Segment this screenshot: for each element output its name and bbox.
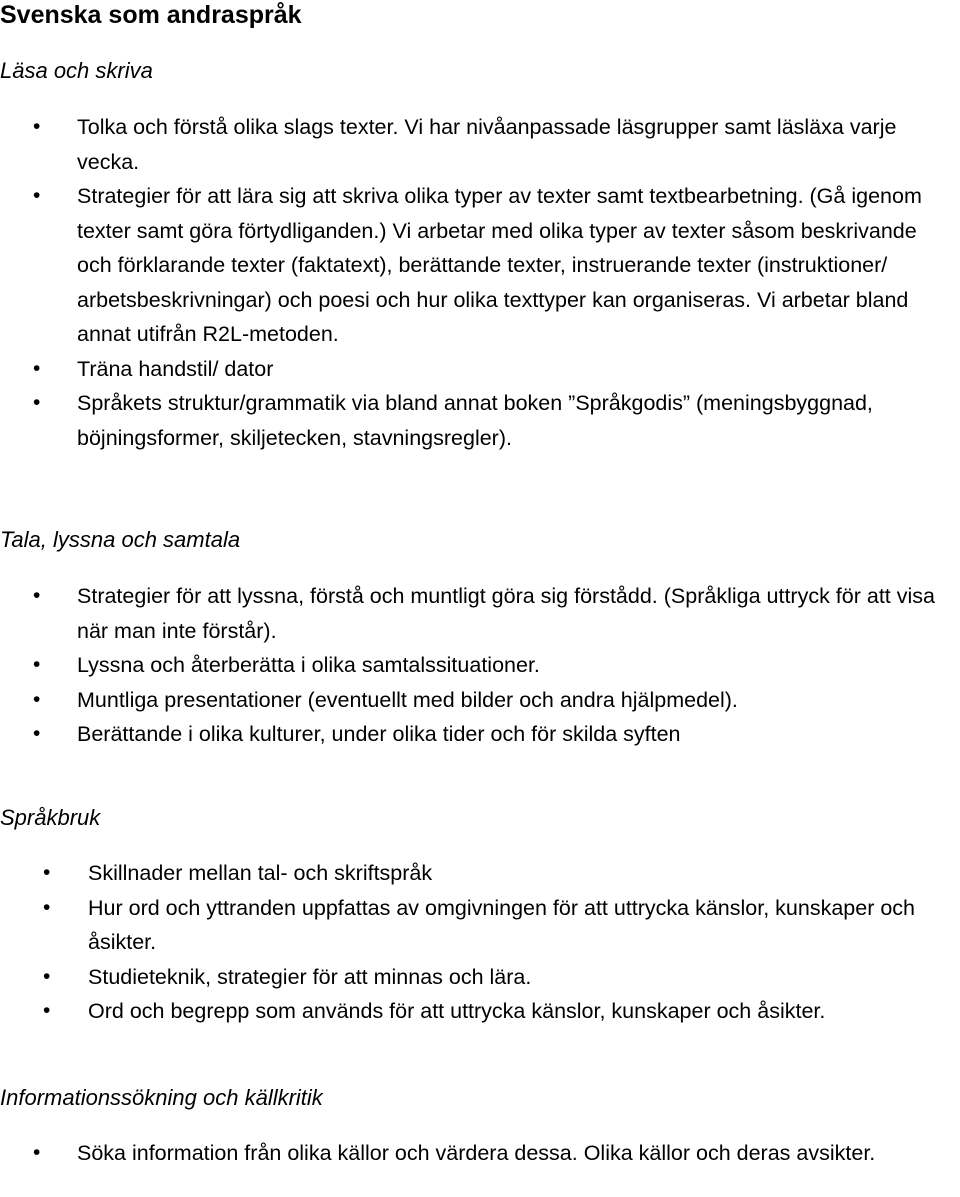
list-item xyxy=(43,994,948,1029)
list-item-text: Söka information från olika källor och värdera dessa. Olika källor och deras avsikter. xyxy=(77,1141,876,1165)
list-item-text: Träna handstil/ dator xyxy=(77,356,274,381)
bullet-icon: • xyxy=(33,653,41,676)
document-title: Svenska som andraspråk xyxy=(0,1,302,29)
section-list-lasa-och-skriva xyxy=(33,110,957,455)
list-item xyxy=(33,648,957,683)
bullet-icon: • xyxy=(33,115,41,138)
list-item-text: Tolka och förstå olika slags texter. Vi har nivåanpassade läsgrupper samt läsläxa varje vecka. xyxy=(77,115,897,174)
list-item xyxy=(33,683,957,718)
list-item xyxy=(33,717,957,752)
bullet-icon: • xyxy=(43,895,51,919)
list-item xyxy=(43,960,948,995)
bullet-icon: • xyxy=(33,687,41,711)
section-heading-tala-lyssna-och-samtala: Tala, lyssna och samtala xyxy=(0,527,241,552)
bullet-icon: • xyxy=(43,861,51,884)
list-item-text: Skillnader mellan tal- och skriftspråk xyxy=(88,861,433,885)
section-list-sprakbruk xyxy=(43,856,948,1029)
list-item-text: Hur ord och yttranden uppfattas av omgivningen för att uttrycka känslor, kunskaper och åsikter. xyxy=(88,895,916,954)
list-item-text: Ord och begrepp som används för att uttrycka känslor, kunskaper och åsikter. xyxy=(88,999,826,1023)
bullet-icon: • xyxy=(33,356,41,380)
list-item-text: Strategier för att lyssna, förstå och muntligt göra sig förstådd. (Språkliga uttryck för att visa när man inte förstår). xyxy=(77,584,935,643)
bullet-icon: • xyxy=(33,722,41,745)
section-list-tala-lyssna-och-samtala xyxy=(33,579,957,752)
bullet-icon: • xyxy=(33,184,41,207)
bullet-icon: • xyxy=(33,391,41,414)
list-item-text: Språkets struktur/grammatik via bland annat boken ”Språkgodis” (meningsbyggnad, böjningsformer, skiljetecken, stavningsregler). xyxy=(77,391,873,450)
section-heading-sprakbruk: Språkbruk xyxy=(0,805,101,830)
list-item-text: Muntliga presentationer (eventuellt med bilder och andra hjälpmedel). xyxy=(77,687,738,712)
bullet-icon: • xyxy=(33,1141,41,1164)
list-item xyxy=(33,1136,957,1171)
list-item-text: Berättande i olika kulturer, under olika tider och för skilda syften xyxy=(77,722,681,746)
bullet-icon: • xyxy=(43,964,51,988)
list-item-text: Strategier för att lära sig att skriva olika typer av texter samt textbearbetning. (Gå igenom texter samt göra förtydliganden.) Vi arbetar med olika typer av texter såsom beskrivande och förklarande texter (faktatext), berättande texter, instruerande texter (instruktioner/ arbetsbeskrivningar) och poesi och hur olika texttyper kan organiseras. Vi arbetar bland annat utifrån R2L-metoden. xyxy=(77,184,922,346)
list-item xyxy=(33,352,957,387)
section-heading-lasa-och-skriva: Läsa och skriva xyxy=(0,58,153,83)
bullet-icon: • xyxy=(33,584,41,607)
section-heading-informationssokning-och-kallkritik: Informationssökning och källkritik xyxy=(0,1085,323,1110)
section-list-informationssokning-och-kallkritik xyxy=(33,1136,957,1171)
list-item-text: Lyssna och återberätta i olika samtalssituationer. xyxy=(77,653,540,677)
list-item xyxy=(33,179,957,352)
list-item xyxy=(43,856,948,891)
list-item xyxy=(33,110,957,179)
list-item xyxy=(33,386,957,455)
list-item xyxy=(43,891,948,960)
list-item-text: Studieteknik, strategier för att minnas och lära. xyxy=(88,964,532,989)
list-item xyxy=(33,579,957,648)
bullet-icon: • xyxy=(43,999,51,1022)
